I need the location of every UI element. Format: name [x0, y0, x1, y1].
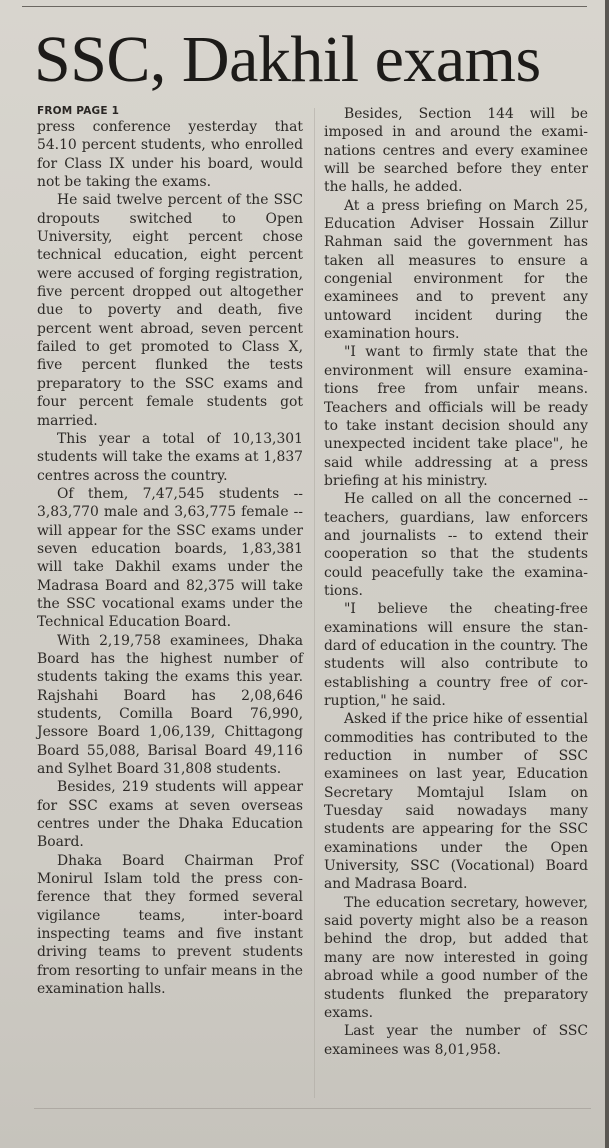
paragraph: Besides, Section 144 will be imposed in and around the examinations centres and every examinee will be searched before they enter the halls, he added.	[324, 106, 588, 196]
column-divider	[314, 108, 315, 1098]
headline: SSC, Dakhil exams	[34, 23, 541, 96]
top-rule	[22, 6, 587, 7]
paragraph: He said twelve percent of the SSC dropouts switched to Open University, eight percent chose technical education, eight percent were accused of forging registration, five percent dropped out altogether due to poverty and death, five percent went abroad, seven percent failed to get promoted to Class X, five percent flunked the tests preparatory to the SSC exams and four percent female students got married.	[37, 192, 303, 429]
paragraph: Asked if the price hike of essential commodities has contributed to the reduction in number of SSC examinees on last year, Education Secretary Momtajul Islam on Tuesday said nowadays many students are appearing for the SSC examinations under the Open University, SSC (Vocational) Board and Madrasa Board.	[324, 711, 588, 893]
paragraph: press conference yesterday that 54.10 percent students, who enrolled for Class IX under his board, would not be taking the exams.	[37, 119, 303, 191]
paragraph: Dhaka Board Chairman Prof Monirul Islam told the press conference that they formed several vigilance teams, inter-board inspecting teams and five instant driving teams to prevent students from resorting to unfair means in the examination halls.	[37, 852, 303, 998]
bottom-rule	[34, 1108, 591, 1109]
paragraph: He called on all the concerned -- teachers, guardians, law enforcers and journalists -- to extend their cooperation so that the students could peacefully take the examinations.	[324, 491, 588, 599]
article-column-right	[324, 105, 588, 1059]
paragraph: At a press briefing on March 25, Education Adviser Hossain Zillur Rahman said the government has taken all measures to ensure a congenial environment for the examinees and to prevent any untoward incident during the examination hours.	[324, 197, 588, 343]
paragraph: This year a total of 10,13,301 students will take the exams at 1,837 centres across the country.	[37, 430, 303, 484]
paragraph: The education secretary, however, said poverty might also be a reason behind the drop, but added that many are now interested in going abroad while a good number of the students flunked the preparatory exams.	[324, 894, 588, 1021]
paragraph: Last year the number of SSC examinees was 8,01,958.	[324, 1023, 588, 1058]
continuation-kicker: FROM PAGE 1	[37, 105, 120, 117]
article-column-left	[37, 105, 303, 999]
paragraph: Besides, 219 students will appear for SSC exams at seven overseas centres under the Dhaka Education Board.	[37, 779, 303, 851]
page-edge-rule	[605, 0, 609, 1148]
paragraph: With 2,19,758 examinees, Dhaka Board has the highest number of students taking the exams this year. Rajshahi Board has 2,08,646 students, Comilla Board 76,990, Jessore Board 1,06,139, Chittagong Board 55,088, Barisal Board 49,116 and Sylhet Board 31,808 students.	[37, 632, 303, 778]
paragraph: "I believe the cheating-free examinations will ensure the standard of education in the country. The students will also contribute to establishing a country free of corruption," he said.	[324, 601, 588, 709]
paragraph: "I want to firmly state that the environment will ensure examinations free from unfair means. Teachers and officials will be ready to take instant decision should any unexpected incident take place", he said while addressing at a press briefing at his ministry.	[324, 344, 588, 489]
paragraph: Of them, 7,47,545 students -- 3,83,770 male and 3,63,775 female -- will appear for the SSC exams under seven education boards, 1,83,381 will take Dakhil exams under the Madrasa Board and 82,375 will take the SSC vocational exams under the Technical Education Board.	[37, 485, 303, 631]
